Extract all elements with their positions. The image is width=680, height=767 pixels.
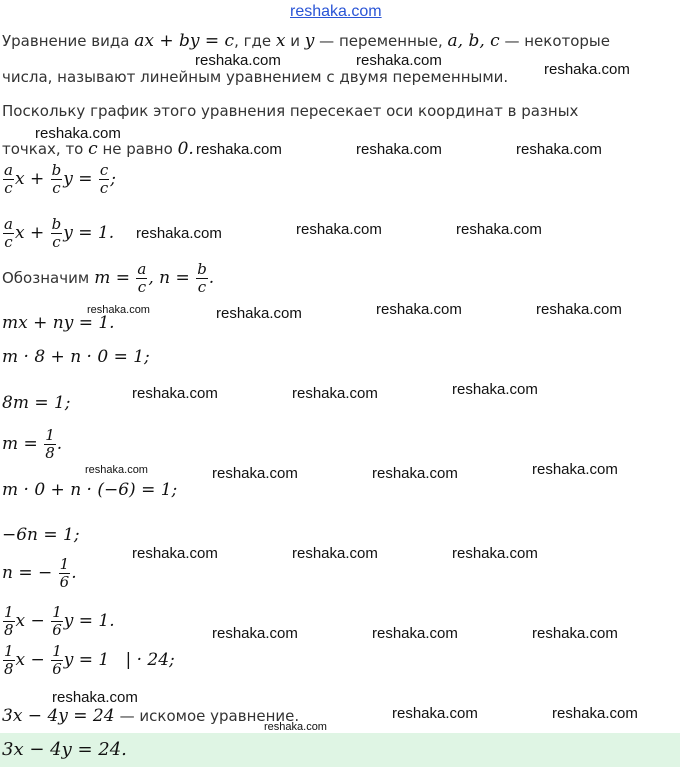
intro-text: Уравнение вида	[2, 32, 130, 50]
watermark: reshaka.com	[35, 125, 121, 142]
watermark: reshaka.com	[532, 461, 618, 478]
fraction: $\frac{c}{c}$	[99, 161, 109, 197]
fraction: $\frac{a}{c}$	[137, 260, 147, 296]
fraction: $\frac{b}{c}$	[197, 260, 207, 296]
step-3: Обозначим m = $\frac{a}{c}$ , n = $\frac{b}{c}$ .	[2, 260, 215, 296]
intro-line-2: числа, называют линейным уравнением с двумя переменными.	[2, 68, 509, 86]
intro-text: — некоторые	[504, 32, 611, 50]
step-12: $\frac{1}{8}$ x − $\frac{1}{6}$ y = 1 | · 24;	[4, 642, 175, 678]
intro-line-3: Поскольку график этого уравнения пересекает оси координат в разных	[2, 102, 579, 120]
intro-text: точках, то	[2, 140, 84, 158]
watermark: reshaka.com	[212, 625, 298, 642]
result-equation: 3x − 4y = 24	[2, 706, 115, 726]
watermark: reshaka.com	[544, 61, 630, 78]
fraction: $\frac{a}{c}$	[4, 161, 13, 197]
step-1: $\frac{a}{c}$ x + $\frac{b}{c}$ y = $\frac{c}{c}$ ;	[4, 161, 117, 197]
fraction: $\frac{1}{6}$	[52, 642, 62, 678]
step-8: m · 0 + n · (−6) = 1;	[2, 480, 178, 500]
fraction: $\frac{b}{c}$	[51, 215, 62, 251]
watermark: reshaka.com	[536, 301, 622, 318]
fraction: $\frac{1}{8}$	[4, 642, 14, 678]
multiplier-note: | · 24;	[125, 650, 175, 670]
watermark: reshaka.com	[296, 221, 382, 238]
watermark: reshaka.com	[452, 381, 538, 398]
watermark: reshaka.com	[532, 625, 618, 642]
var-x: x	[275, 31, 286, 51]
step-5: m · 8 + n · 0 = 1;	[2, 347, 150, 367]
step-4: mx + ny = 1.	[2, 313, 115, 333]
intro-text: и	[290, 32, 300, 50]
step-2: $\frac{a}{c}$ x + $\frac{b}{c}$ y = 1.	[4, 215, 115, 251]
watermark: reshaka.com	[87, 304, 150, 316]
var-c: c	[88, 139, 98, 159]
fraction: $\frac{1}{6}$	[59, 555, 70, 591]
watermark: reshaka.com	[132, 385, 218, 402]
watermark: reshaka.com	[372, 625, 458, 642]
coefficients: a, b, c	[447, 31, 500, 51]
fraction: $\frac{a}{c}$	[4, 215, 13, 251]
watermark: reshaka.com	[552, 705, 638, 722]
watermark: reshaka.com	[52, 689, 138, 706]
watermark: reshaka.com	[356, 52, 442, 69]
intro-text: , где	[234, 32, 272, 50]
watermark: reshaka.com	[195, 52, 281, 69]
watermark: reshaka.com	[292, 545, 378, 562]
watermark: reshaka.com	[452, 545, 538, 562]
fraction: $\frac{1}{8}$	[4, 603, 14, 639]
watermark: reshaka.com	[456, 221, 542, 238]
watermark: reshaka.com	[216, 305, 302, 322]
fraction: $\frac{1}{6}$	[52, 603, 62, 639]
intro-text: — переменные,	[319, 32, 443, 50]
watermark: reshaka.com	[132, 545, 218, 562]
notation-label: Обозначим	[2, 269, 90, 287]
step-7: m = $\frac{1}{8}$ .	[2, 426, 63, 462]
watermark: reshaka.com	[392, 705, 478, 722]
watermark: reshaka.com	[264, 721, 327, 733]
site-link[interactable]: reshaka.com	[290, 3, 382, 20]
general-equation: ax + by = c	[134, 31, 235, 51]
watermark: reshaka.com	[516, 141, 602, 158]
step-10: n = − $\frac{1}{6}$ .	[2, 555, 77, 591]
var-y: y	[304, 31, 315, 51]
step-13	[2, 706, 299, 726]
watermark: reshaka.com	[376, 301, 462, 318]
intro-text: не равно	[102, 140, 173, 158]
fraction: $\frac{b}{c}$	[51, 161, 62, 197]
intro-line-4	[2, 139, 194, 159]
intro-line-1	[2, 31, 610, 51]
answer-box	[0, 733, 680, 767]
zero-value: 0.	[177, 139, 194, 159]
step-9: −6n = 1;	[2, 525, 80, 545]
step-6: 8m = 1;	[2, 393, 71, 413]
fraction: $\frac{1}{8}$	[45, 426, 55, 462]
watermark: reshaka.com	[372, 465, 458, 482]
result-text: — искомое уравнение.	[119, 707, 300, 725]
watermark: reshaka.com	[196, 141, 282, 158]
watermark: reshaka.com	[136, 225, 222, 242]
answer-equation: 3x − 4y = 24.	[2, 739, 127, 760]
watermark: reshaka.com	[212, 465, 298, 482]
watermark: reshaka.com	[356, 141, 442, 158]
watermark: reshaka.com	[85, 464, 148, 476]
watermark: reshaka.com	[292, 385, 378, 402]
step-11: $\frac{1}{8}$ x − $\frac{1}{6}$ y = 1.	[4, 603, 115, 639]
